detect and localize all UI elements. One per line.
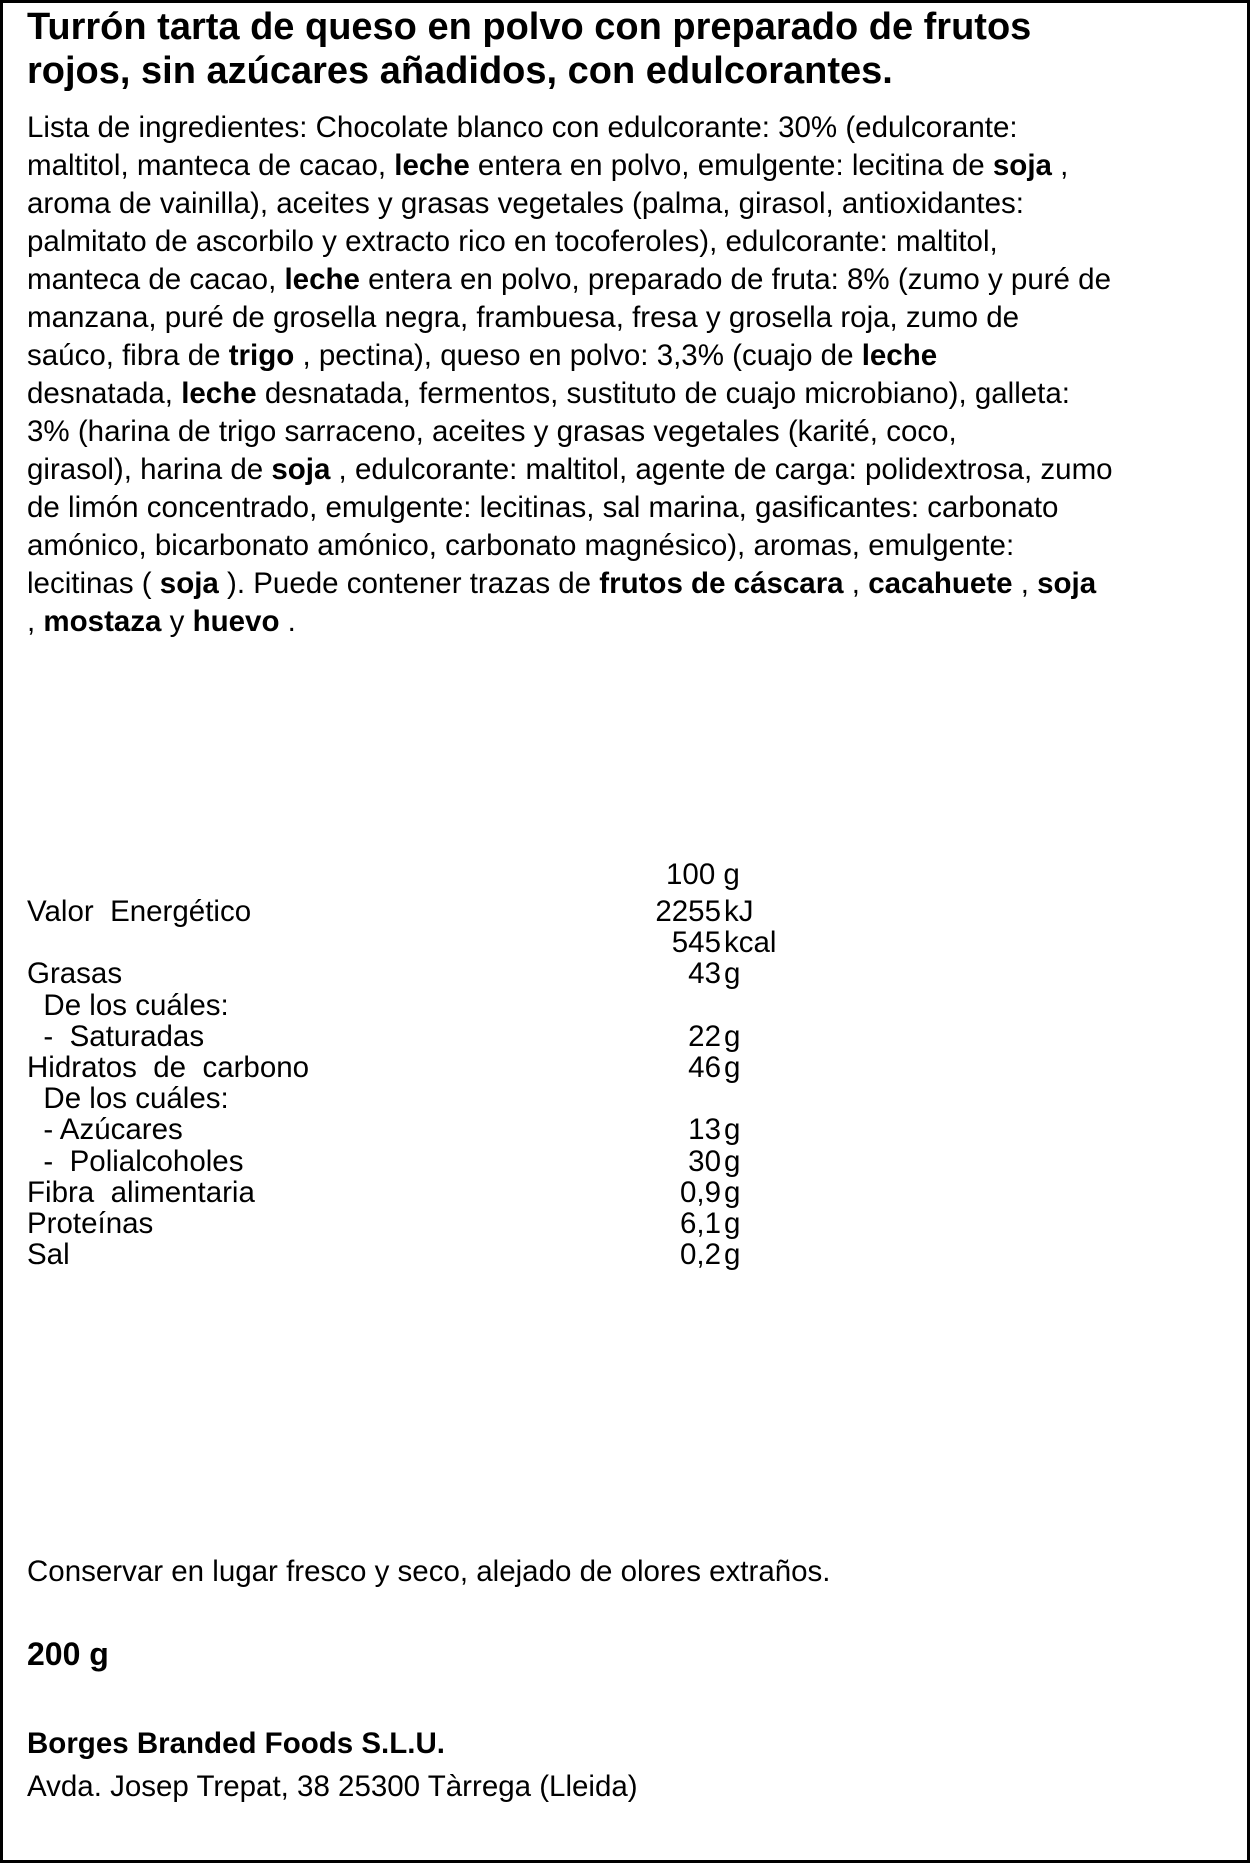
ingredients-line xyxy=(27,413,1237,451)
nutrition-value: 2255 xyxy=(655,895,721,928)
nutrition-unit: g xyxy=(724,1238,741,1272)
ingredients-text: , pectina), queso en polvo: 3,3% (cuajo de xyxy=(294,339,862,372)
nutrition-header: 100 g xyxy=(666,858,740,891)
ingredients-text: desnatada, fermentos, sustituto de cuajo microbiano), galleta: xyxy=(256,377,1070,410)
ingredients-list xyxy=(27,109,1237,641)
storage-instructions: Conservar en lugar fresco y seco, alejado de olores extraños. xyxy=(27,1555,831,1588)
allergen-text: leche xyxy=(394,149,470,182)
nutrition-label: - Polialcoholes xyxy=(27,1144,244,1178)
ingredients-text: maltitol, manteca de cacao, xyxy=(27,149,395,182)
nutrition-label: - Saturadas xyxy=(27,1019,205,1053)
nutrition-label: - Azúcares xyxy=(27,1113,183,1147)
ingredients-text: Lista de ingredientes: Chocolate blanco con edulcorante: 30% (edulcorante: xyxy=(27,111,1018,144)
allergen-text: leche xyxy=(181,377,257,410)
nutrition-label: Sal xyxy=(27,1238,70,1272)
ingredients-line xyxy=(27,375,1237,413)
ingredients-text: entera en polvo, emulgente: lecitina de xyxy=(469,149,993,182)
ingredients-text: , edulcorante: maltitol, agente de carga: polidextrosa, zumo xyxy=(330,453,1113,486)
nutrition-unit: g xyxy=(724,1175,741,1209)
nutrition-row xyxy=(27,1236,1027,1273)
nutrition-value: 0,9 xyxy=(679,1175,721,1209)
ingredients-text: y xyxy=(161,605,193,638)
allergen-text: soja xyxy=(271,453,331,486)
nutrition-label: De los cuáles: xyxy=(27,988,229,1022)
nutrition-label: Grasas xyxy=(27,957,123,991)
nutrition-unit: g xyxy=(724,957,741,991)
ingredients-line xyxy=(27,451,1237,489)
ingredients-text: aroma de vainilla), aceites y grasas vegetales (palma, girasol, antioxidantes: xyxy=(27,187,1024,220)
ingredients-text: amónico, bicarbonato amónico, carbonato magnésico), aromas, emulgente: xyxy=(27,529,1015,562)
allergen-text: soja xyxy=(1037,567,1097,600)
nutrition-label: Fibra alimentaria xyxy=(27,1175,255,1209)
nutrition-unit: g xyxy=(724,1051,741,1084)
ingredients-line xyxy=(27,565,1237,603)
ingredients-line xyxy=(27,489,1237,527)
ingredients-text: , xyxy=(27,605,44,638)
ingredients-line xyxy=(27,299,1237,337)
ingredients-line xyxy=(27,185,1237,223)
ingredients-text: ). Puede contener trazas de xyxy=(218,567,600,600)
nutrition-label: Valor Energético xyxy=(27,895,252,928)
ingredients-text: , xyxy=(843,567,869,600)
allergen-text: huevo xyxy=(192,605,280,638)
ingredients-text: , xyxy=(1051,149,1069,182)
ingredients-text: girasol), harina de xyxy=(27,453,272,486)
ingredients-text: lecitinas ( xyxy=(27,567,160,600)
nutrition-label: De los cuáles: xyxy=(27,1082,229,1116)
ingredients-line xyxy=(27,261,1237,299)
ingredients-text: palmitato de ascorbilo y extracto rico en tocoferoles), edulcorante: maltitol, xyxy=(27,225,998,258)
allergen-text: leche xyxy=(861,339,938,372)
ingredients-text: , xyxy=(1012,567,1038,600)
ingredients-text: saúco, fibra de xyxy=(27,339,229,372)
product-title-line: Turrón tarta de queso en polvo con preparado de frutos xyxy=(27,6,1032,48)
allergen-text: frutos de cáscara xyxy=(599,567,844,600)
ingredients-line xyxy=(27,223,1237,261)
ingredients-text: manzana, puré de grosella negra, frambuesa, fresa y grosella roja, zumo de xyxy=(27,301,1020,334)
allergen-text: trigo xyxy=(228,339,295,372)
nutrition-label: Hidratos de carbono xyxy=(27,1051,310,1084)
ingredients-text: entera en polvo, preparado de fruta: 8% (zumo y puré de xyxy=(359,263,1111,296)
ingredients-text: . xyxy=(279,605,296,638)
net-weight: 200 g xyxy=(27,1636,109,1672)
nutrition-unit: g xyxy=(724,1207,741,1240)
nutrition-unit: g xyxy=(724,1144,741,1178)
ingredients-text: de limón concentrado, emulgente: lecitinas, sal marina, gasificantes: carbonato xyxy=(27,491,1059,524)
nutrition-value: 43 xyxy=(688,957,721,991)
allergen-text: soja xyxy=(159,567,219,600)
ingredients-line xyxy=(27,603,1237,641)
nutrition-value: 545 xyxy=(671,926,721,960)
nutrition-value: 22 xyxy=(688,1019,721,1053)
nutrition-value: 0,2 xyxy=(679,1238,721,1272)
nutrition-unit: kcal xyxy=(724,926,777,960)
ingredients-text: desnatada, xyxy=(27,377,182,410)
allergen-text: mostaza xyxy=(43,605,162,638)
nutrition-unit: kJ xyxy=(724,895,754,928)
nutrition-value: 13 xyxy=(688,1113,721,1147)
ingredients-text: 3% (harina de trigo sarraceno, aceites y grasas vegetales (karité, coco, xyxy=(27,415,957,448)
ingredients-line xyxy=(27,527,1237,565)
product-title xyxy=(27,5,1227,93)
nutrition-unit: g xyxy=(724,1113,741,1147)
nutrition-value: 30 xyxy=(688,1144,721,1178)
nutrition-label: Proteínas xyxy=(27,1207,154,1240)
nutrition-value: 46 xyxy=(688,1051,721,1084)
nutrition-value: 6,1 xyxy=(679,1207,721,1240)
allergen-text: leche xyxy=(284,263,360,296)
product-title-line: rojos, sin azúcares añadidos, con edulcorantes. xyxy=(27,50,893,92)
company-name: Borges Branded Foods S.L.U. xyxy=(27,1727,445,1760)
ingredients-line xyxy=(27,109,1237,147)
allergen-text: soja xyxy=(992,149,1052,182)
allergen-text: cacahuete xyxy=(868,567,1013,600)
ingredients-line xyxy=(27,337,1237,375)
ingredients-line xyxy=(27,147,1237,185)
nutrition-unit: g xyxy=(724,1019,741,1053)
ingredients-text: manteca de cacao, xyxy=(27,263,285,296)
company-address: Avda. Josep Trepat, 38 25300 Tàrrega (Lleida) xyxy=(27,1770,638,1803)
